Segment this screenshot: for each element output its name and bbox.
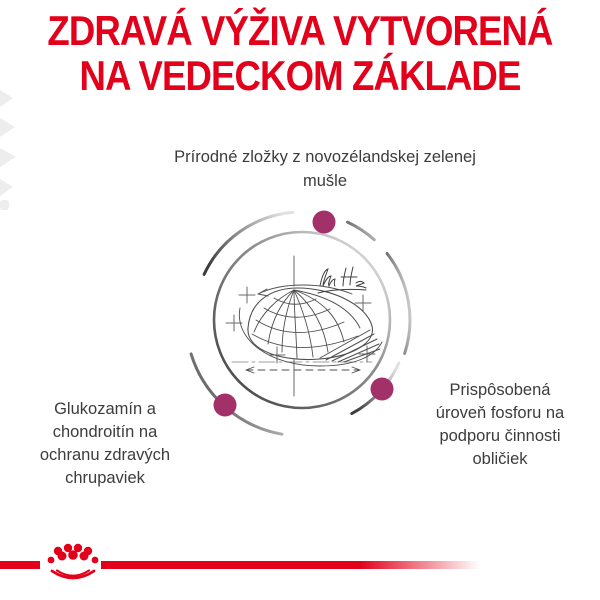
crown-watermark-icon bbox=[0, 88, 18, 212]
callout-left-line-2: chondroitín na bbox=[52, 423, 158, 441]
footer-rule-right-fading bbox=[101, 561, 480, 569]
mussel-diagram bbox=[170, 190, 434, 454]
callout-top-ingredients bbox=[125, 145, 525, 193]
signature-scribble bbox=[318, 267, 366, 293]
diagram-dot-left bbox=[214, 394, 237, 417]
callout-left-glucosamine bbox=[20, 398, 190, 490]
callout-right-line-1: Prispôsobená bbox=[449, 381, 551, 399]
mussel-sketch-icon bbox=[226, 256, 382, 396]
callout-right-line-4: obličiek bbox=[472, 450, 528, 468]
footer-rule-left bbox=[0, 561, 40, 569]
callout-right-phosphorus bbox=[410, 379, 590, 471]
page-title-line-2: NA VEDECKOM ZÁKLADE bbox=[79, 52, 521, 99]
page-title bbox=[39, 8, 561, 98]
callout-left-line-3: ochranu zdravých bbox=[39, 446, 171, 464]
callout-right-line-2: úroveň fosforu na bbox=[435, 404, 565, 422]
callout-top-line-1: Prírodné zložky z novozélandskej zelenej bbox=[174, 148, 476, 166]
callout-left-line-1: Glukozamín a bbox=[54, 400, 156, 418]
royal-canin-crown-icon bbox=[42, 543, 104, 589]
diagram-dot-top bbox=[313, 211, 336, 234]
callout-right-line-3: podporu činnosti bbox=[439, 427, 561, 445]
page-title-line-1: ZDRAVÁ VÝŽIVA VYTVORENÁ bbox=[47, 7, 553, 54]
callout-left-line-4: chrupaviek bbox=[65, 469, 145, 487]
inner-circle-ring bbox=[214, 232, 390, 408]
callout-top-line-2: mušle bbox=[302, 172, 347, 190]
diagram-dot-right bbox=[371, 378, 394, 401]
